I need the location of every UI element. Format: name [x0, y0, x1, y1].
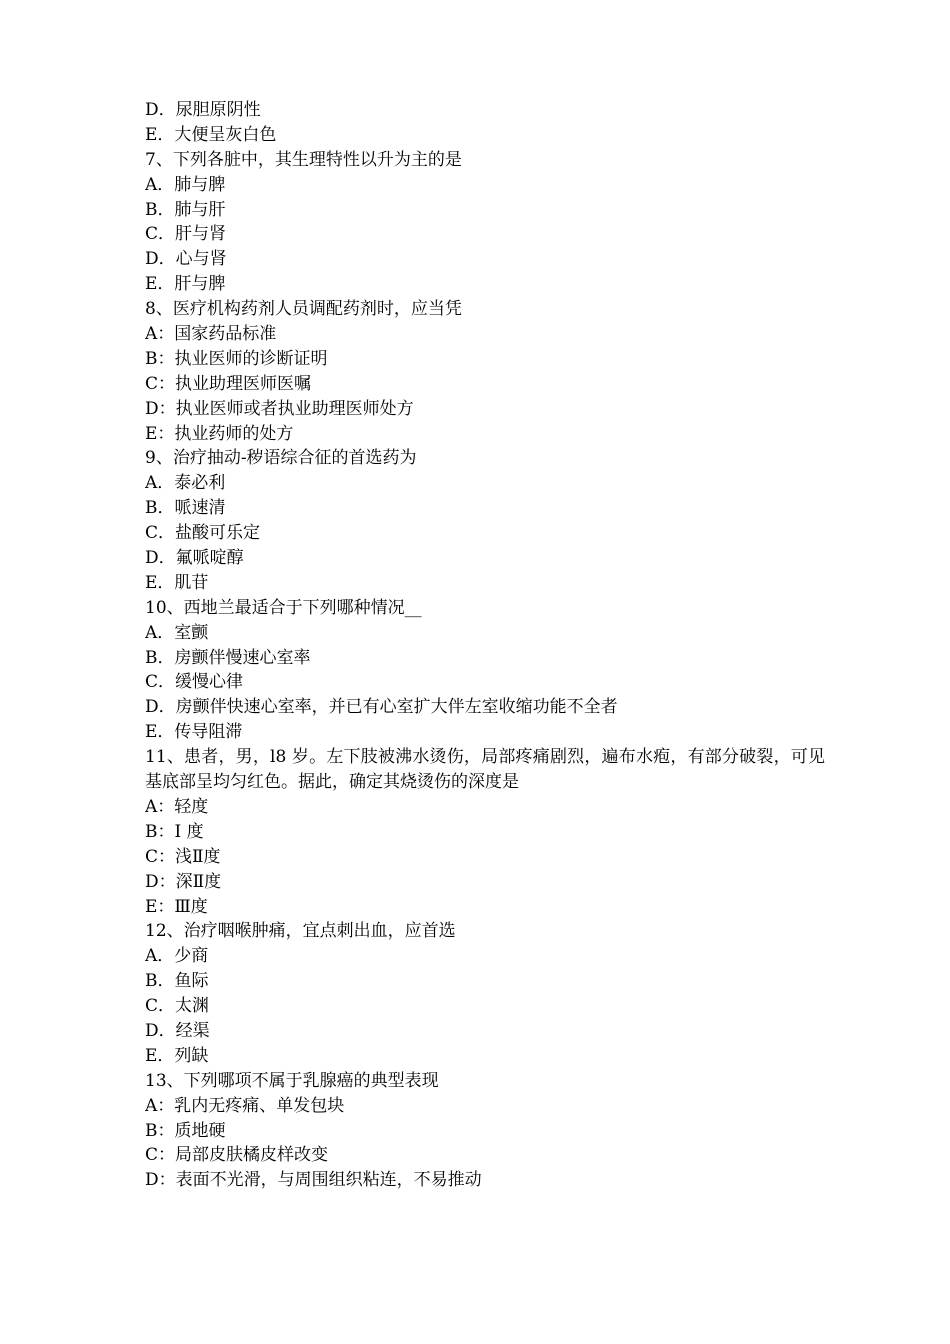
option-line: D．经渠 [145, 1020, 210, 1041]
question-line: 13、下列哪项不属于乳腺癌的典型表现 [145, 1070, 439, 1091]
option-line: E．传导阻滞 [145, 722, 243, 743]
option-line: B：执业医师的诊断证明 [145, 348, 328, 369]
option-line: B：质地硬 [145, 1120, 226, 1141]
option-line: B．肺与肝 [145, 199, 226, 220]
option-line: D：深Ⅱ度 [145, 871, 222, 892]
option-line: C．盐酸可乐定 [145, 523, 261, 544]
question-line: 12、治疗咽喉肿痛，宜点刺出血，应首选 [145, 921, 456, 942]
question-line: 9、治疗抽动-秽语综合征的首选药为 [145, 448, 417, 469]
option-line: E．肌苷 [145, 572, 209, 593]
option-line: E：Ⅲ度 [145, 896, 208, 917]
question-line: 7、下列各脏中，其生理特性以升为主的是 [145, 149, 462, 170]
option-line: E．列缺 [145, 1045, 209, 1066]
option-line: C．肝与肾 [145, 224, 227, 245]
option-line: A：国家药品标准 [145, 324, 277, 345]
option-line: A．少商 [145, 946, 209, 967]
option-line: A：乳内无疼痛、单发包块 [145, 1095, 345, 1116]
option-line: B．鱼际 [145, 971, 209, 992]
option-line: B．哌速清 [145, 498, 226, 519]
option-line: E．大便呈灰白色 [145, 124, 277, 145]
option-line: D：表面不光滑，与周围组织粘连，不易推动 [145, 1170, 482, 1191]
option-line: C：浅Ⅱ度 [145, 846, 221, 867]
option-line: C．缓慢心律 [145, 672, 244, 693]
option-line: D：执业医师或者执业助理医师处方 [145, 398, 414, 419]
option-line: E．肝与脾 [145, 274, 226, 295]
question-line: 10、西地兰最适合于下列哪种情况__ [145, 597, 422, 618]
option-line: A．泰必利 [145, 473, 226, 494]
option-line: C．太渊 [145, 996, 210, 1017]
question-line: 11、患者，男，l8 岁。左下肢被沸水烫伤，局部疼痛剧烈，遍布水疱，有部分破裂，可见基底部呈均匀红色。据此，确定其烧烫伤的深度是 [145, 747, 825, 793]
option-line: D．氟哌啶醇 [145, 548, 244, 569]
option-line: A：轻度 [145, 796, 209, 817]
document-page [145, 98, 825, 1193]
option-line: A．肺与脾 [145, 174, 226, 195]
question-line: 8、医疗机构药剂人员调配药剂时，应当凭 [145, 299, 462, 320]
option-line: E：执业药师的处方 [145, 423, 294, 444]
option-line: D．尿胆原阴性 [145, 100, 261, 120]
option-line: D．心与肾 [145, 249, 227, 270]
option-line: C：执业助理医师医嘱 [145, 373, 312, 394]
option-line: B．房颤伴慢速心室率 [145, 647, 311, 668]
option-line: A．室颤 [145, 622, 209, 643]
option-line: D．房颤伴快速心室率，并已有心室扩大伴左室收缩功能不全者 [145, 697, 618, 718]
option-line: C：局部皮肤橘皮样改变 [145, 1145, 329, 1166]
option-line: B：I 度 [145, 821, 204, 842]
